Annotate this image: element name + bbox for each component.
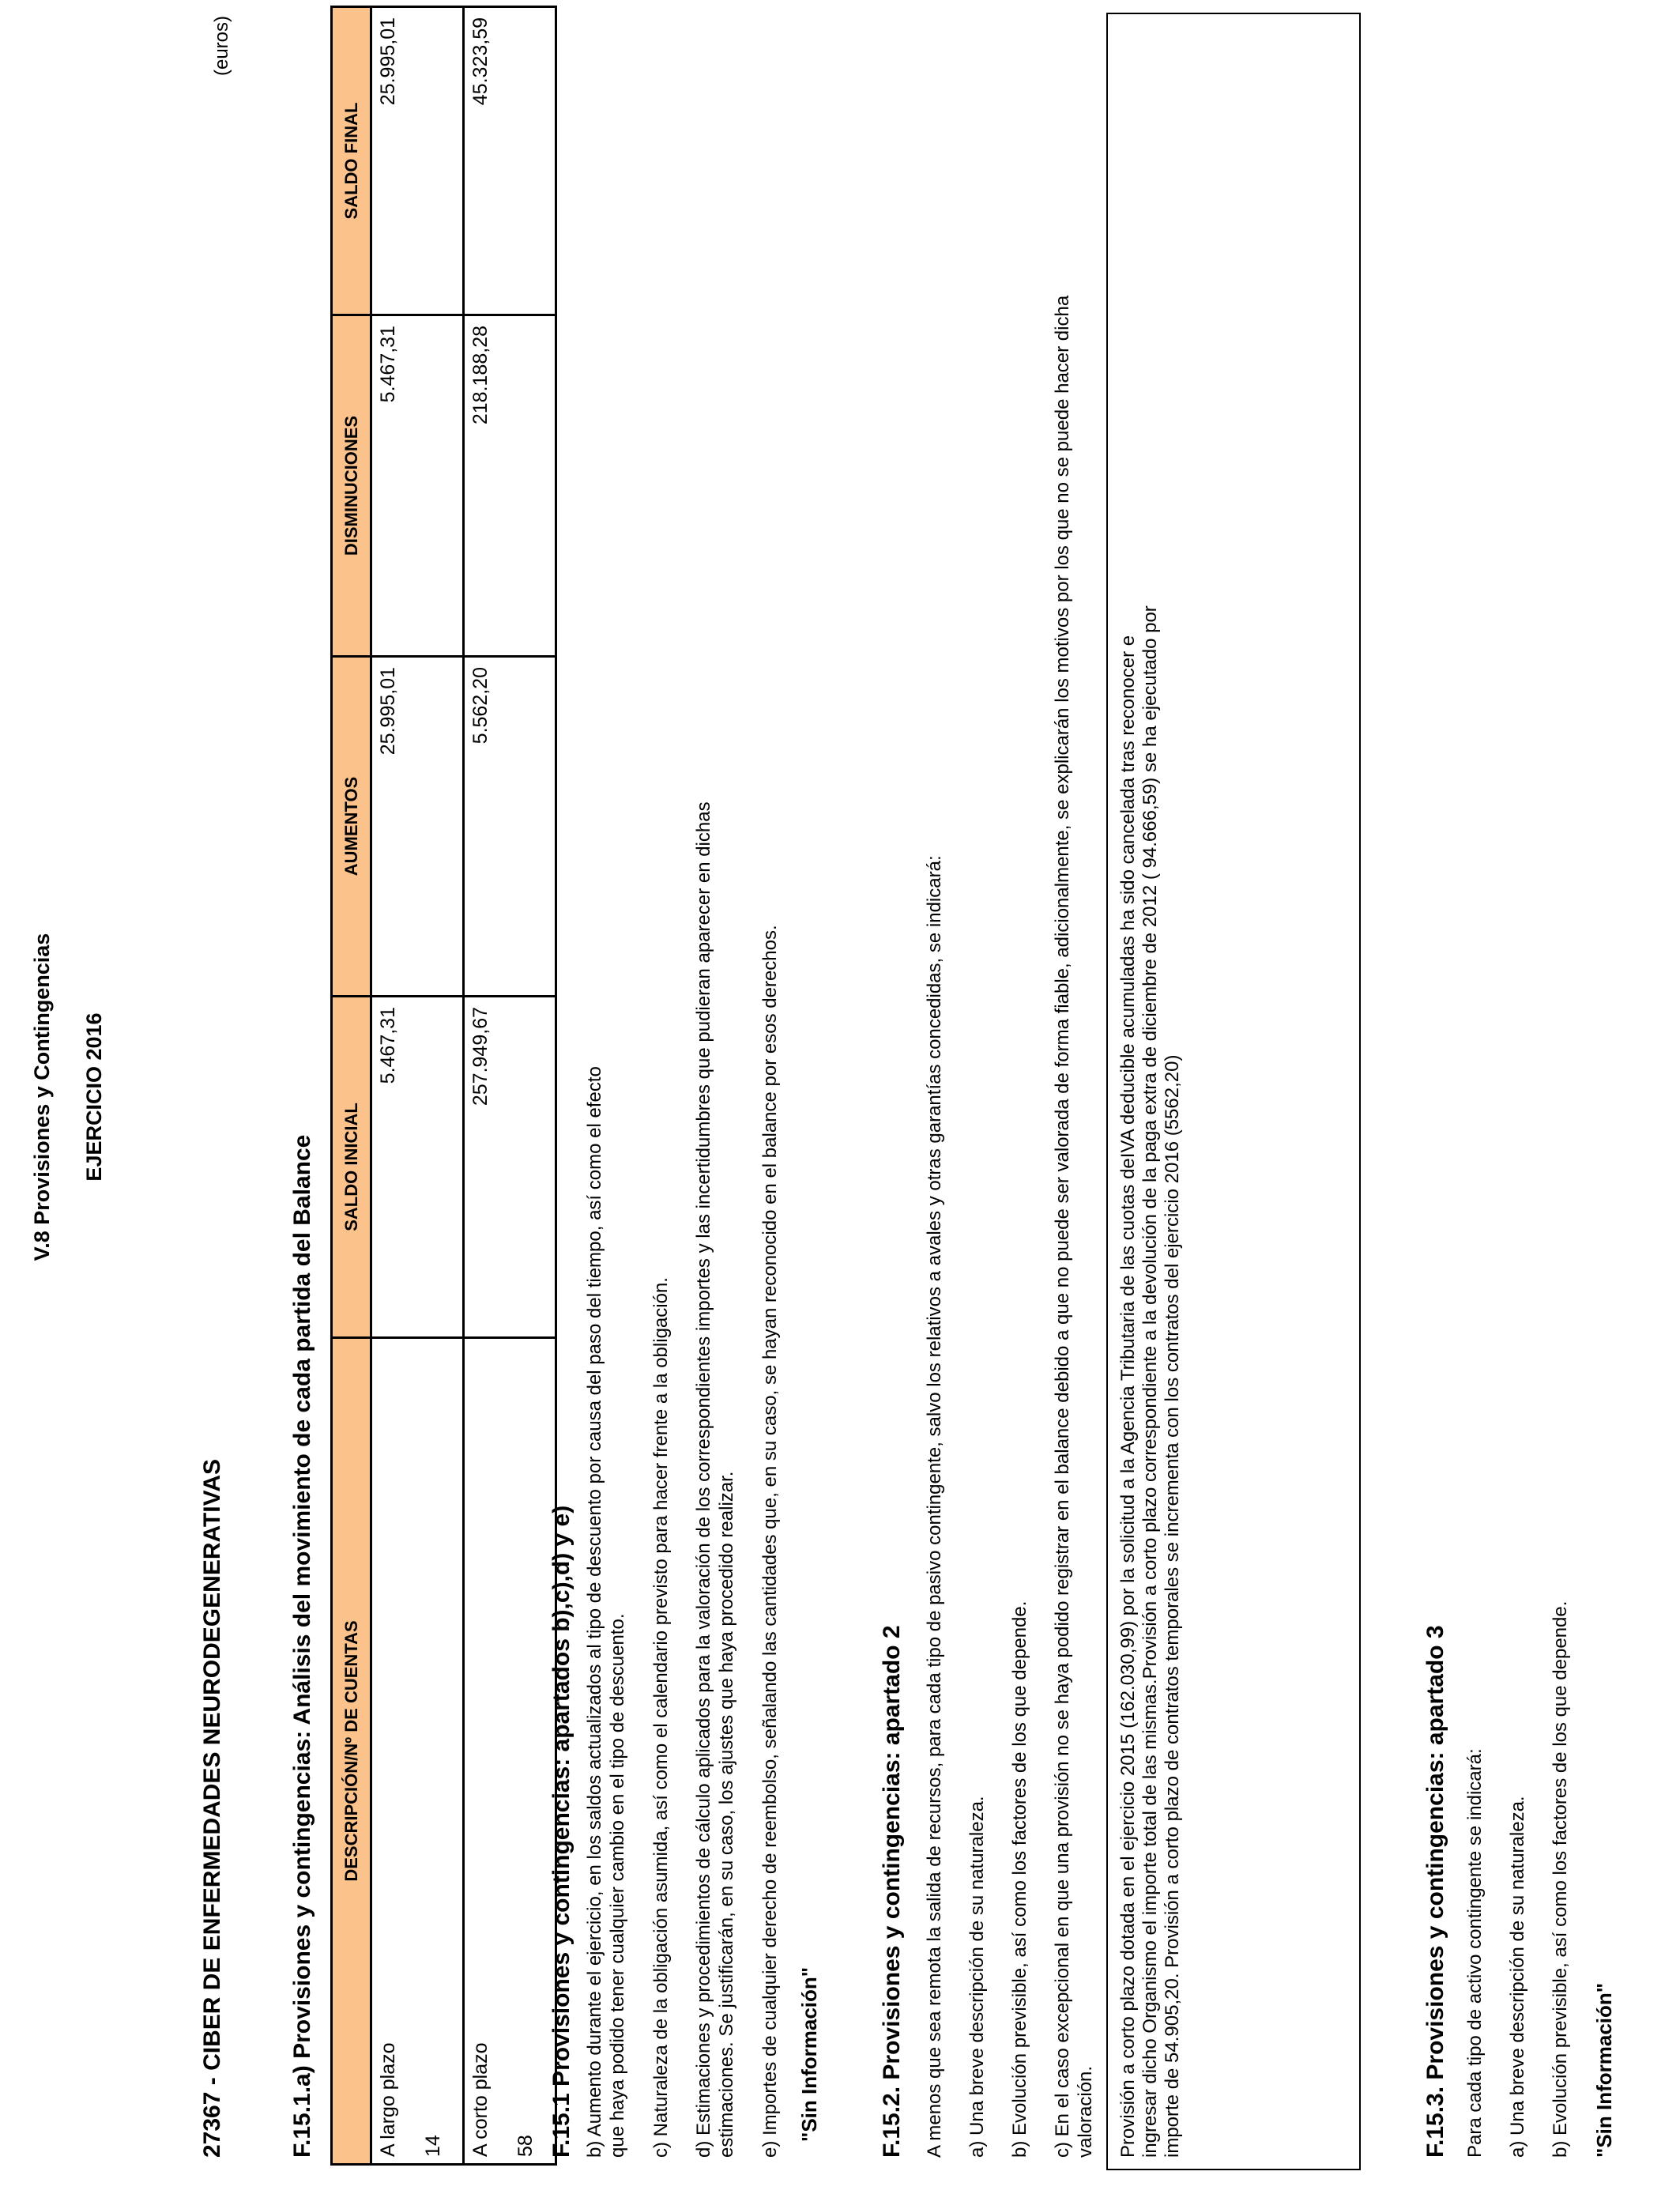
col-header-descripcion: DESCRIPCIÓN/Nº DE CUENTAS [332, 1338, 371, 2165]
cell-saldo-final: 25.995,01 [371, 7, 464, 315]
col-header-saldo-final: SALDO FINAL [332, 7, 371, 315]
f153-title: F.15.3. Provisiones y contingencias: apartado 3 [1422, 1625, 1448, 2158]
note-line-2: ingresar dicho Organismo el importe total de las mismas.Provisión a corto plazo correspondiente a la devolución de la paga extra de diciembre de 2012 ( 94.666,59) se ha ejecutado por [1139, 605, 1161, 2158]
f152-item-a: a) Una breve descripción de su naturaleza. [966, 1796, 988, 2158]
cell-aumentos: 25.995,01 [371, 657, 464, 997]
row-account-code: 14 [422, 2135, 444, 2157]
f153-item-a: a) Una breve descripción de su naturaleza. [1507, 1796, 1528, 2158]
f151-item-c: c) Naturaleza de la obligación asumida, así como el calendario previsto para hacer frente a la obligación. [650, 1277, 672, 2158]
f153-sin-informacion: "Sin Información" [1592, 1982, 1616, 2158]
cell-saldo-final: 45.323,59 [464, 7, 556, 315]
movement-table [330, 6, 557, 2166]
table-header-row [332, 7, 371, 2165]
f151-title: F.15.1 Provisiones y contingencias: apartados b),c),d) y e) [548, 1505, 574, 2158]
col-header-aumentos: AUMENTOS [332, 657, 371, 997]
cell-saldo-inicial: 257.949,67 [464, 997, 556, 1338]
f152-title: F.15.2. Provisiones y contingencias: apartado 2 [879, 1625, 905, 2158]
f151-item-d: d) Estimaciones y procedimientos de cálculo aplicados para la valoración de los correspondientes importes y las incertidumbres que pudieran aparecer en dichas estimaciones. Se justificarán, en su caso, los ajustes que haya procedido realizar. [693, 801, 737, 2158]
entity-title: 27367 - CIBER DE ENFERMEDADES NEURODEGENERATIVAS [199, 1458, 225, 2158]
col-header-disminuciones: DISMINUCIONES [332, 315, 371, 657]
table-row [464, 7, 556, 2165]
cell-disminuciones: 5.467,31 [371, 315, 464, 657]
row-name: A corto plazo [469, 2042, 492, 2157]
cell-disminuciones: 218.188,28 [464, 315, 556, 657]
f152-intro: A menos que sea remota la salida de recursos, para cada tipo de pasivo contingente, salvo los relativos a avales y otras garantías concedidas, se indicará: [924, 855, 945, 2158]
row-description [464, 1338, 556, 2165]
currency-note: (euros) [211, 15, 232, 76]
provision-note-box [1106, 13, 1361, 2170]
f151-item-e: e) Importes de cualquier derecho de reembolso, señalando las cantidades que, en su caso, se hayan reconocido en el balance por esos derechos. [759, 925, 781, 2158]
ejercicio-label: EJERCICIO 2016 [82, 1012, 106, 1182]
f151-item-b: b) Aumento durante el ejercicio, en los saldos actualizados al tipo de descuento por causa del paso del tiempo, así como el efecto que haya podido tener cualquier cambio en el tipo de descuento. [584, 1066, 628, 2158]
note-line-1: Provisión a corto plazo dotada en el ejercicio 2015 (162.030,99) por la solicitud a la Agencia Tributaria de las cuotas deIVA deducible acumuladas ha sido cancelada tras reconocer e [1117, 635, 1139, 2158]
col-header-saldo-inicial: SALDO INICIAL [332, 997, 371, 1338]
f152-item-c: c) En el caso excepcional en que una provisión no se haya podido registrar en el balance debido a que no puede ser valorada de forma fiable, adicionalmente, se explicarán los motivos por los que no se puede hacer dicha valoración. [1052, 295, 1096, 2158]
cell-saldo-inicial: 5.467,31 [371, 997, 464, 1338]
f151-sin-informacion: "Sin Información" [797, 1966, 821, 2142]
row-account-code: 58 [514, 2135, 537, 2157]
f152-item-b: b) Evolución previsible, así como los factores de los que depende. [1009, 1600, 1030, 2158]
f151a-title: F.15.1.a) Provisiones y contingencias: Análisis del movimiento de cada partida del Balance [289, 1134, 315, 2158]
page-title: V.8 Provisiones y Contingencias [30, 933, 54, 1261]
f153-item-b: b) Evolución previsible, así como los factores de los que depende. [1550, 1600, 1571, 2158]
row-description [371, 1338, 464, 2165]
cell-aumentos: 5.562,20 [464, 657, 556, 997]
note-line-3: importe de 54.905,20. Provisión a corto plazo de contratos temporales se incrementa con los contratos del ejercicio 2016 (5562,20) [1162, 1054, 1183, 2158]
row-name: A largo plazo [377, 2042, 399, 2157]
f153-intro: Para cada tipo de activo contingente se indicará: [1464, 1748, 1486, 2158]
table-row [371, 7, 464, 2165]
